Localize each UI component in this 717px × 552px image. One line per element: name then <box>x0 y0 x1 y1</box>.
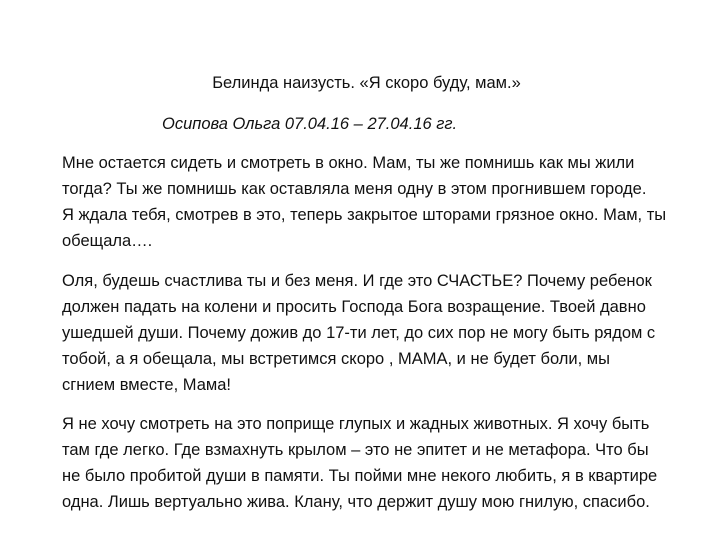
paragraph-line: Я ждала тебя, смотрев в это, теперь закрытое шторами грязное окно. Мам, ты <box>62 206 667 224</box>
paragraph-line: ушедшей души. Почему дожив до 17-ти лет, до сих пор не могу быть рядом с <box>62 324 656 342</box>
paragraph-line: тобой, а я обещала, мы встретимся скоро , МАМА, и не будет боли, мы <box>62 350 610 368</box>
paragraph-line: должен падать на колени и просить Господа Бога возращение. Твоей давно <box>62 298 646 316</box>
paragraph-line: там где легко. Где взмахнуть крылом – это не эпитет и не метафора. Что бы <box>62 441 649 459</box>
paragraph-1 <box>62 150 692 254</box>
document-title <box>0 72 717 94</box>
author-date-line: Осипова Ольга 07.04.16 – 27.04.16 гг. <box>162 115 458 133</box>
paragraph-line: не было пробитой души в памяти. Ты пойми мне некого любить, я в квартире <box>62 467 658 485</box>
paragraph-line: Оля, будешь счастлива ты и без меня. И где это СЧАСТЬЕ? Почему ребенок <box>62 272 652 290</box>
paragraph-line: сгнием вместе, Мама! <box>62 376 231 394</box>
paragraph-line: обещала…. <box>62 232 153 250</box>
paragraph-line: тогда? Ты же помнишь как оставляла меня одну в этом прогнившем городе. <box>62 180 647 198</box>
paragraph-line: одна. Лишь вертуально жива. Клану, что держит душу мою гнилую, спасибо. <box>62 493 650 511</box>
document-title-text: Белинда наизусть. «Я скоро буду, мам.» <box>212 74 521 92</box>
paragraph-3 <box>62 411 692 515</box>
paragraph-line: Мне остается сидеть и смотреть в окно. Мам, ты же помнишь как мы жили <box>62 154 635 172</box>
paragraph-line: Я не хочу смотреть на это поприще глупых и жадных животных. Я хочу быть <box>62 415 650 433</box>
paragraph-2 <box>62 268 692 398</box>
